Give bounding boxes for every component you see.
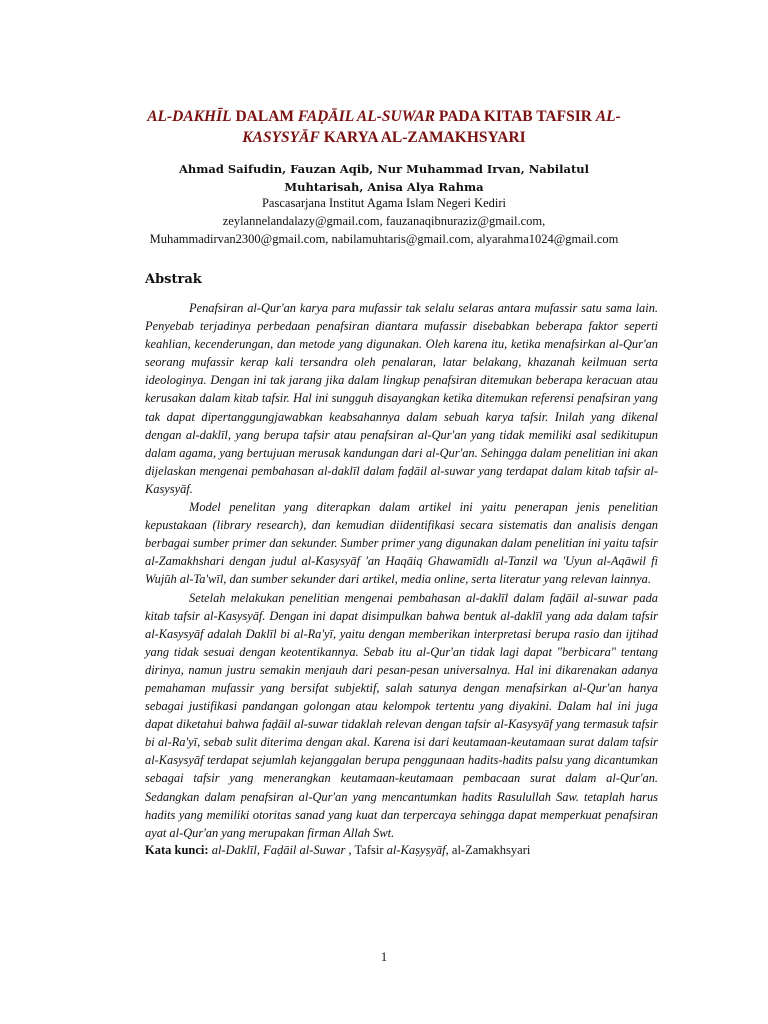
email-line: zeylannelandalazy@gmail.com, fauzanaqibnuraziz@gmail.com, <box>222 214 546 228</box>
keyword-item: al-Zamakhsyari <box>448 843 531 857</box>
abstract-paragraph: Model penelitan yang diterapkan dalam artikel ini yaitu penerapan jenis penelitian kepustakaan (library research), dan kemudian diidentifikasi secara sistematis dan analisis dengan berbagai sumber primer dan sekunder. Sumber primer yang digunakan dalam penelitian ini yaitu tafsir al-Zamakhshari dengan judul al-Kasysyāf 'an Haqāiq Ghawamīdlı al-Tanzil wa 'Uyun al-Aqāwil fi Wujūh al-Ta'wīl, dan sumber sekunder dari artikel, media online, serta literatur yang relevan lainnya. <box>145 500 658 587</box>
affiliation: Pascasarjana Institut Agama Islam Negeri Kediri <box>261 196 507 210</box>
title-part-5: AL-KASYSYĀF <box>242 108 621 146</box>
keywords-label: Kata kunci: <box>145 843 212 857</box>
abstract-body <box>145 299 658 842</box>
title-part-1: AL-DAKHĪL <box>147 108 232 125</box>
title-part-6: KARYA AL-ZAMAKHSYARI <box>319 129 526 146</box>
email-line: Muhammadirvan2300@gmail.com, nabilamuhtaris@gmail.com, alyarahma1024@gmail.com <box>149 232 619 246</box>
abstract-paragraph: Penafsiran al-Qur'an karya para mufassir tak selalu selaras antara mufassir satu sama lain. Penyebab terjadinya perbedaan penafsiran diantara mufassir disebabkan beberapa faktor seperti keahlian, kecenderungan, dan metode yang digunakan. Oleh karena itu, ketika menafsirkan al-Qur'an seorang mufassir kerap kali tersandra oleh penalaran, latar belakang, khazanah keilmuan serta ideologinya. Dengan ini tak jarang jika dalam lingkup penafsiran ditemukan beberapa keracuan atau kerusakan dalam kitab tafsir. Hal ini sungguh disayangkan ketika ditemukan referensi penafsiran yang tak dapat dipertanggungjawabkan keabsahannya dalam sebuah karya tafsir. Inilah yang dikenal dengan al-daklīl, yang berupa tafsir atau penafsiran al-Qur'an yang tidak memiliki asal sedikitupun dalam agama, yang bertujuan merusak kandungan dari al-Qur'an. Sehingga dalam penelitian ini akan dijelaskan mengenai pembahasan al-daklīl dalam faḍāil al-suwar yang terdapat dalam kitab tafsir al-Kasysyāf. <box>145 301 658 496</box>
abstract-paragraph: Setelah melakukan penelitian mengenai pembahasan al-daklīl dalam faḍāil al-suwar pada kitab tafsir al-Kasysyāf. Dengan ini dapat disimpulkan bahwa bentuk al-daklīl yang ada dalam tafsir al-Kasysyāf adalah Daklīl bi al-Ra'yī, yaitu dengan memberikan interpretasi berupa rasio dan ijtihad yang tidak sesuai dengan keotentikannya. Sebab itu al-Qur'an tidak lagi dapat "berbicara" tentang dirinya, namun justru semakin menjauh dari pesan-pesan universalnya. Hal ini dikarenakan adanya pemahaman mufassir yang bersifat subjektif, salah satunya dengan menafsirkan al-Qur'an hanya sebagai justifikasi pandangan golongan atau kelompok tertentu yang diyakini. Dalam hal ini juga dapat diketahui bahwa faḍāil al-suwar tidaklah relevan dengan tafsir al-Kasysyāf yang termasuk tafsir bi al-Ra'yī, sebab sulit diterima dengan akal. Karena isi dari keutamaan-keutamaan surat dalam tafsir al-Kasysyāf terdapat sejumlah kejanggalan berupa penggunaan hadits-hadits palsu yang dicantumkan sebagai tafsir yang menerangkan keutamaan-keutamaan pembacaan surat dalam al-Qur'an. Sedangkan dalam penafsiran al-Qur'an yang mencantumkan hadits Rasulullah Saw. tetaplah harus hadits yang memiliki otoritas sanad yang kuat dan terpercaya sehingga dapat memperkuat penafsiran ayat al-Qur'an yang merupakan firman Allah Swt. <box>145 590 658 840</box>
keyword-separator: , Tafsir <box>345 843 387 857</box>
abstract-heading: Abstrak <box>145 272 202 287</box>
title-part-4: PADA KITAB TAFSIR <box>435 108 596 125</box>
keyword-item: al-Kaṣyṣyāf, <box>386 843 449 857</box>
page-number: 1 <box>380 950 388 964</box>
paper-title <box>110 106 658 148</box>
keyword-item: al-Daklīl, Faḍāil al-Suwar <box>211 843 346 857</box>
keywords <box>145 843 658 858</box>
title-part-3: FAḌĀIL AL-SUWAR <box>297 108 436 125</box>
author-list: Ahmad Saifudin, Fauzan Aqib, Nur Muhammad Irvan, Nabilatul Muhtarisah, Anisa Alya Rahma <box>178 162 590 194</box>
email-list <box>100 212 668 248</box>
title-part-2: DALAM <box>231 108 298 125</box>
